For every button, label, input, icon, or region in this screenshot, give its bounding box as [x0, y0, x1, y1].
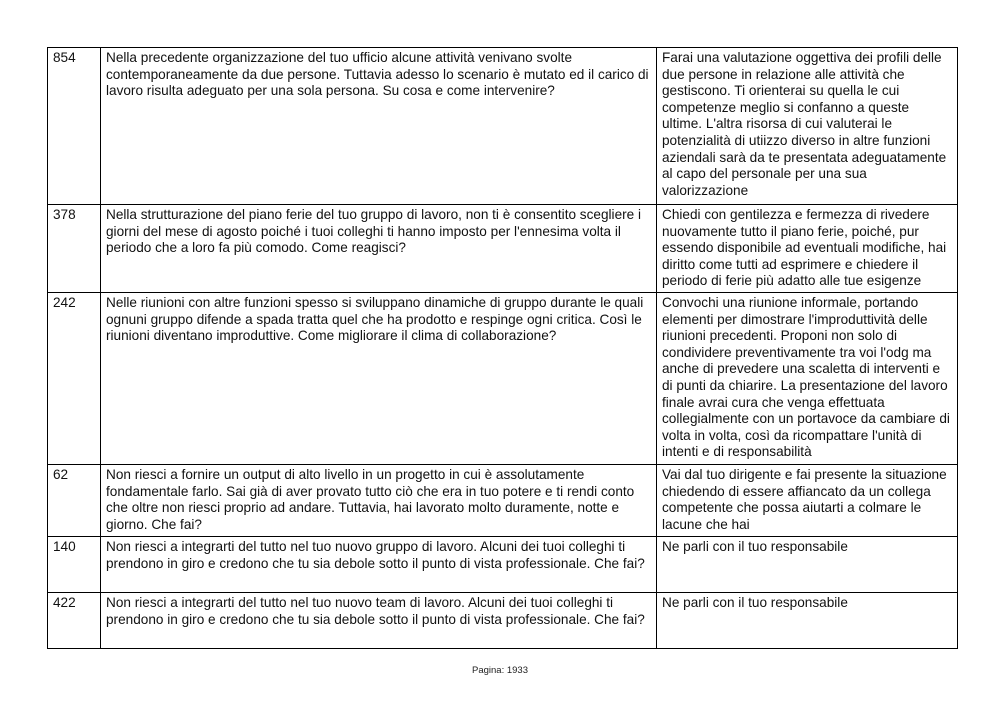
question-text: Non riesci a integrarti del tutto nel tuo nuovo team di lavoro. Alcuni dei tuoi colleghi ti prendono in giro e credono che tu sia debole sotto il punto di vista professionale. Che fai?	[101, 593, 657, 649]
questions-table	[47, 47, 958, 649]
table-row	[48, 205, 958, 293]
answer-text: Vai dal tuo dirigente e fai presente la situazione chiedendo di essere affiancato da un collega competente che possa aiutarti a colmare le lacune che hai	[657, 465, 958, 537]
question-id: 378	[48, 205, 101, 293]
table-row	[48, 465, 958, 537]
table-row	[48, 537, 958, 593]
question-id: 242	[48, 293, 101, 465]
answer-text: Convochi una riunione informale, portando elementi per dimostrare l'improduttività delle riunioni precedenti. Proponi non solo di condividere preventivamente tra voi l'odg ma anche di prevedere una scaletta di interventi e di punti da chiarire. La presentazione del lavoro finale avrai cura che venga effettuata collegialmente con un portavoce da cambiare di volta in volta, così da ricompattare l'unità di intenti e di responsabilità	[657, 293, 958, 465]
table-row	[48, 293, 958, 465]
answer-text: Farai una valutazione oggettiva dei profili delle due persone in relazione alle attività che gestiscono. Ti orienterai su quella le cui competenze meglio si confanno a queste ultime. L'altra risorsa di cui valuterai le potenzialità di utiizzo diverso in altre funzioni aziendali sarà da te presentata adeguatamente al capo del personale per una sua valorizzazione	[657, 48, 958, 205]
answer-text: Ne parli con il tuo responsabile	[657, 537, 958, 593]
question-id: 62	[48, 465, 101, 537]
question-text: Nelle riunioni con altre funzioni spesso si sviluppano dinamiche di gruppo durante le quali ognuni gruppo difende a spada tratta quel che ha prodotto e respinge ogni critica. Così le riunioni diventano improduttive. Come migliorare il clima di collaborazione?	[101, 293, 657, 465]
question-text: Non riesci a fornire un output di alto livello in un progetto in cui è assolutamente fondamentale farlo. Sai già di aver provato tutto ciò che era in tuo potere e ti rendi conto che oltre non riesci proprio ad andare. Tuttavia, hai lavorato molto duramente, notte e giorno. Che fai?	[101, 465, 657, 537]
question-text: Nella precedente organizzazione del tuo ufficio alcune attività venivano svolte contemporaneamente da due persone. Tuttavia adesso lo scenario è mutato ed il carico di lavoro risulta adeguato per una sola persona. Su cosa e come intervenire?	[101, 48, 657, 205]
table-row	[48, 48, 958, 205]
question-text: Non riesci a integrarti del tutto nel tuo nuovo gruppo di lavoro. Alcuni dei tuoi colleghi ti prendono in giro e credono che tu sia debole sotto il punto di vista professionale. Che fai?	[101, 537, 657, 593]
question-id: 422	[48, 593, 101, 649]
question-text: Nella strutturazione del piano ferie del tuo gruppo di lavoro, non ti è consentito scegliere i giorni del mese di agosto poiché i tuoi colleghi ti hanno imposto per l'ennesima volta il periodo che a loro fa più comodo. Come reagisci?	[101, 205, 657, 293]
table-row	[48, 593, 958, 649]
page-number: Pagina: 1933	[472, 665, 528, 676]
answer-text: Ne parli con il tuo responsabile	[657, 593, 958, 649]
question-id: 854	[48, 48, 101, 205]
question-id: 140	[48, 537, 101, 593]
answer-text: Chiedi con gentilezza e fermezza di rivedere nuovamente tutto il piano ferie, poiché, pur essendo disponibile ad eventuali modifiche, hai diritto come tutti ad esprimere e chiedere il periodo di ferie più adatto alle tue esigenze	[657, 205, 958, 293]
